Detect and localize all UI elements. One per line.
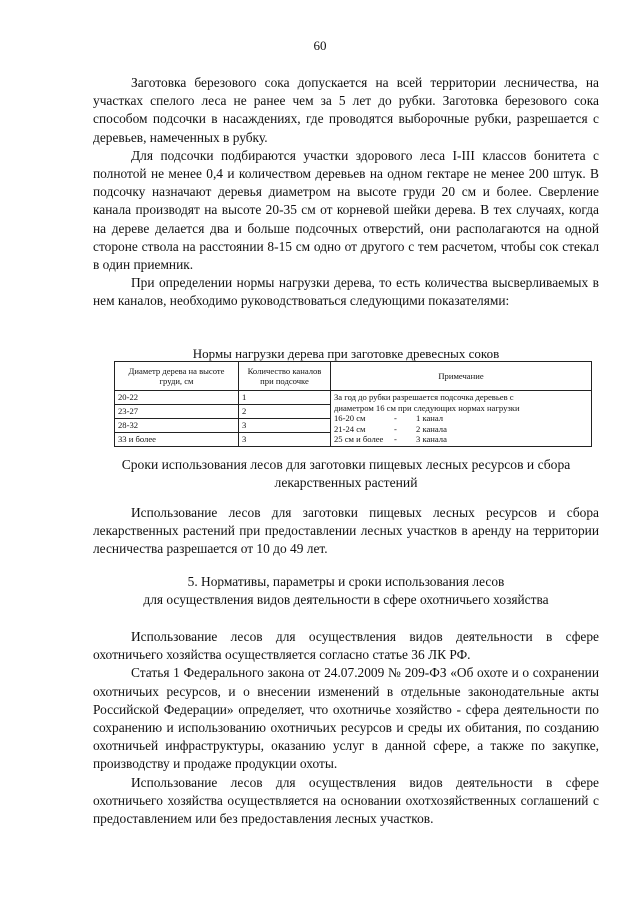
note-dash: -	[394, 434, 397, 444]
section-hunting	[93, 628, 599, 828]
cell-channels: 3	[239, 418, 331, 432]
note-line: диаметром 16 см при следующих нормах нагрузки	[334, 402, 520, 413]
section-heading-5	[93, 573, 599, 610]
cell-diameter: 28-32	[115, 418, 239, 432]
note-line: За год до рубки разрешается подсочка деревьев с	[334, 392, 514, 402]
header-channels: Количество каналов при подсочке	[239, 362, 331, 391]
paragraph: Статья 1 Федерального закона от 24.07.2009 № 209-ФЗ «Об охоте и о сохранении охотничьих ресурсов, и о внесении изменений в отдельные законодательные акты Российской Федерации» определяет, что охотничье хозяйство - сфера деятельности по сохранению и использованию охотничьих ресурсов и среды их обитания, по созданию охотничьей инфраструктуры, оказанию услуг в данной сфере, а также по закупке, производству и продаже продукции охоты.	[93, 665, 599, 772]
table-row	[115, 391, 592, 405]
cell-note	[331, 391, 592, 447]
food-resources-caption: Сроки использования лесов для заготовки пищевых лесных ресурсов и сбора лекарственных растений	[121, 457, 571, 490]
paragraph: Для подсочки подбираются участки здорового леса I-III классов бонитета с полнотой не менее 0,4 и количеством деревьев на одном гектаре не менее 200 штук. В подсочку назначают деревья диаметром на высоте груди 20 см и более. Сверление канала производят на высоте 20-35 см от корневой шейки дерева. В тех случаях, когда на дереве делается два и больше подсочных отверстий, они располагаются на одной стороне ствола на расстоянии 8-15 см одно от другого с тем расчетом, чтобы сок стекал в один приемник.	[93, 147, 599, 273]
note-items	[334, 413, 588, 445]
cell-channels: 1	[239, 391, 331, 405]
note-value: 2 канала	[416, 423, 447, 434]
table-title: Нормы нагрузки дерева при заготовке древесных соков	[192, 346, 500, 361]
cell-diameter: 20-22	[115, 391, 239, 405]
cell-diameter: 33 и более	[115, 432, 239, 446]
load-norms-table	[114, 361, 592, 447]
section-birch-sap	[93, 74, 599, 311]
note-dash: -	[394, 423, 397, 434]
heading-line: для осуществления видов деятельности в сфере охотничьего хозяйства	[143, 592, 549, 608]
note-range: 16-20 см	[334, 413, 366, 423]
note-value: 3 канала	[416, 434, 447, 444]
cell-channels: 3	[239, 432, 331, 446]
heading-line: 5. Нормативы, параметры и сроки использования лесов	[187, 574, 505, 589]
paragraph: При определении нормы нагрузки дерева, то есть количества высверливаемых в нем каналов, необходимо руководствоваться следующими показателями:	[93, 275, 599, 309]
note-dash: -	[394, 413, 397, 423]
paragraph: Использование лесов для заготовки пищевых лесных ресурсов и сбора лекарственных растений при предоставлении лесных участков в аренду на территории лесничества разрешается от 10 до 49 лет.	[93, 505, 599, 557]
section-food-resources	[93, 504, 599, 559]
header-diameter: Диаметр дерева на высоте груди, см	[115, 362, 239, 391]
cell-diameter: 23-27	[115, 404, 239, 418]
note-value: 1 канал	[416, 413, 444, 423]
note-range: 25 см и более	[334, 434, 384, 444]
header-note: Примечание	[331, 362, 592, 391]
paragraph: Заготовка березового сока допускается на всей территории лесничества, на участках спелого леса не ранее чем за 5 лет до рубки. Заготовка березового сока способом подсочки в насаждениях, где проводятся выборочные рубки, разрешается с деревьев, намеченных в рубку.	[93, 75, 599, 145]
note-range: 21-24 см	[334, 423, 366, 434]
paragraph: Использование лесов для осуществления видов деятельности в сфере охотничьего хозяйства осуществляется согласно статье 36 ЛК РФ.	[93, 629, 599, 663]
cell-channels: 2	[239, 404, 331, 418]
page-number: 60	[313, 38, 327, 53]
table-header-row	[115, 362, 592, 391]
paragraph: Использование лесов для осуществления видов деятельности в сфере охотничьего хозяйства осуществляется на основании охотхозяйственных соглашений с предоставлением или без предоставления лесных участков.	[93, 774, 599, 827]
